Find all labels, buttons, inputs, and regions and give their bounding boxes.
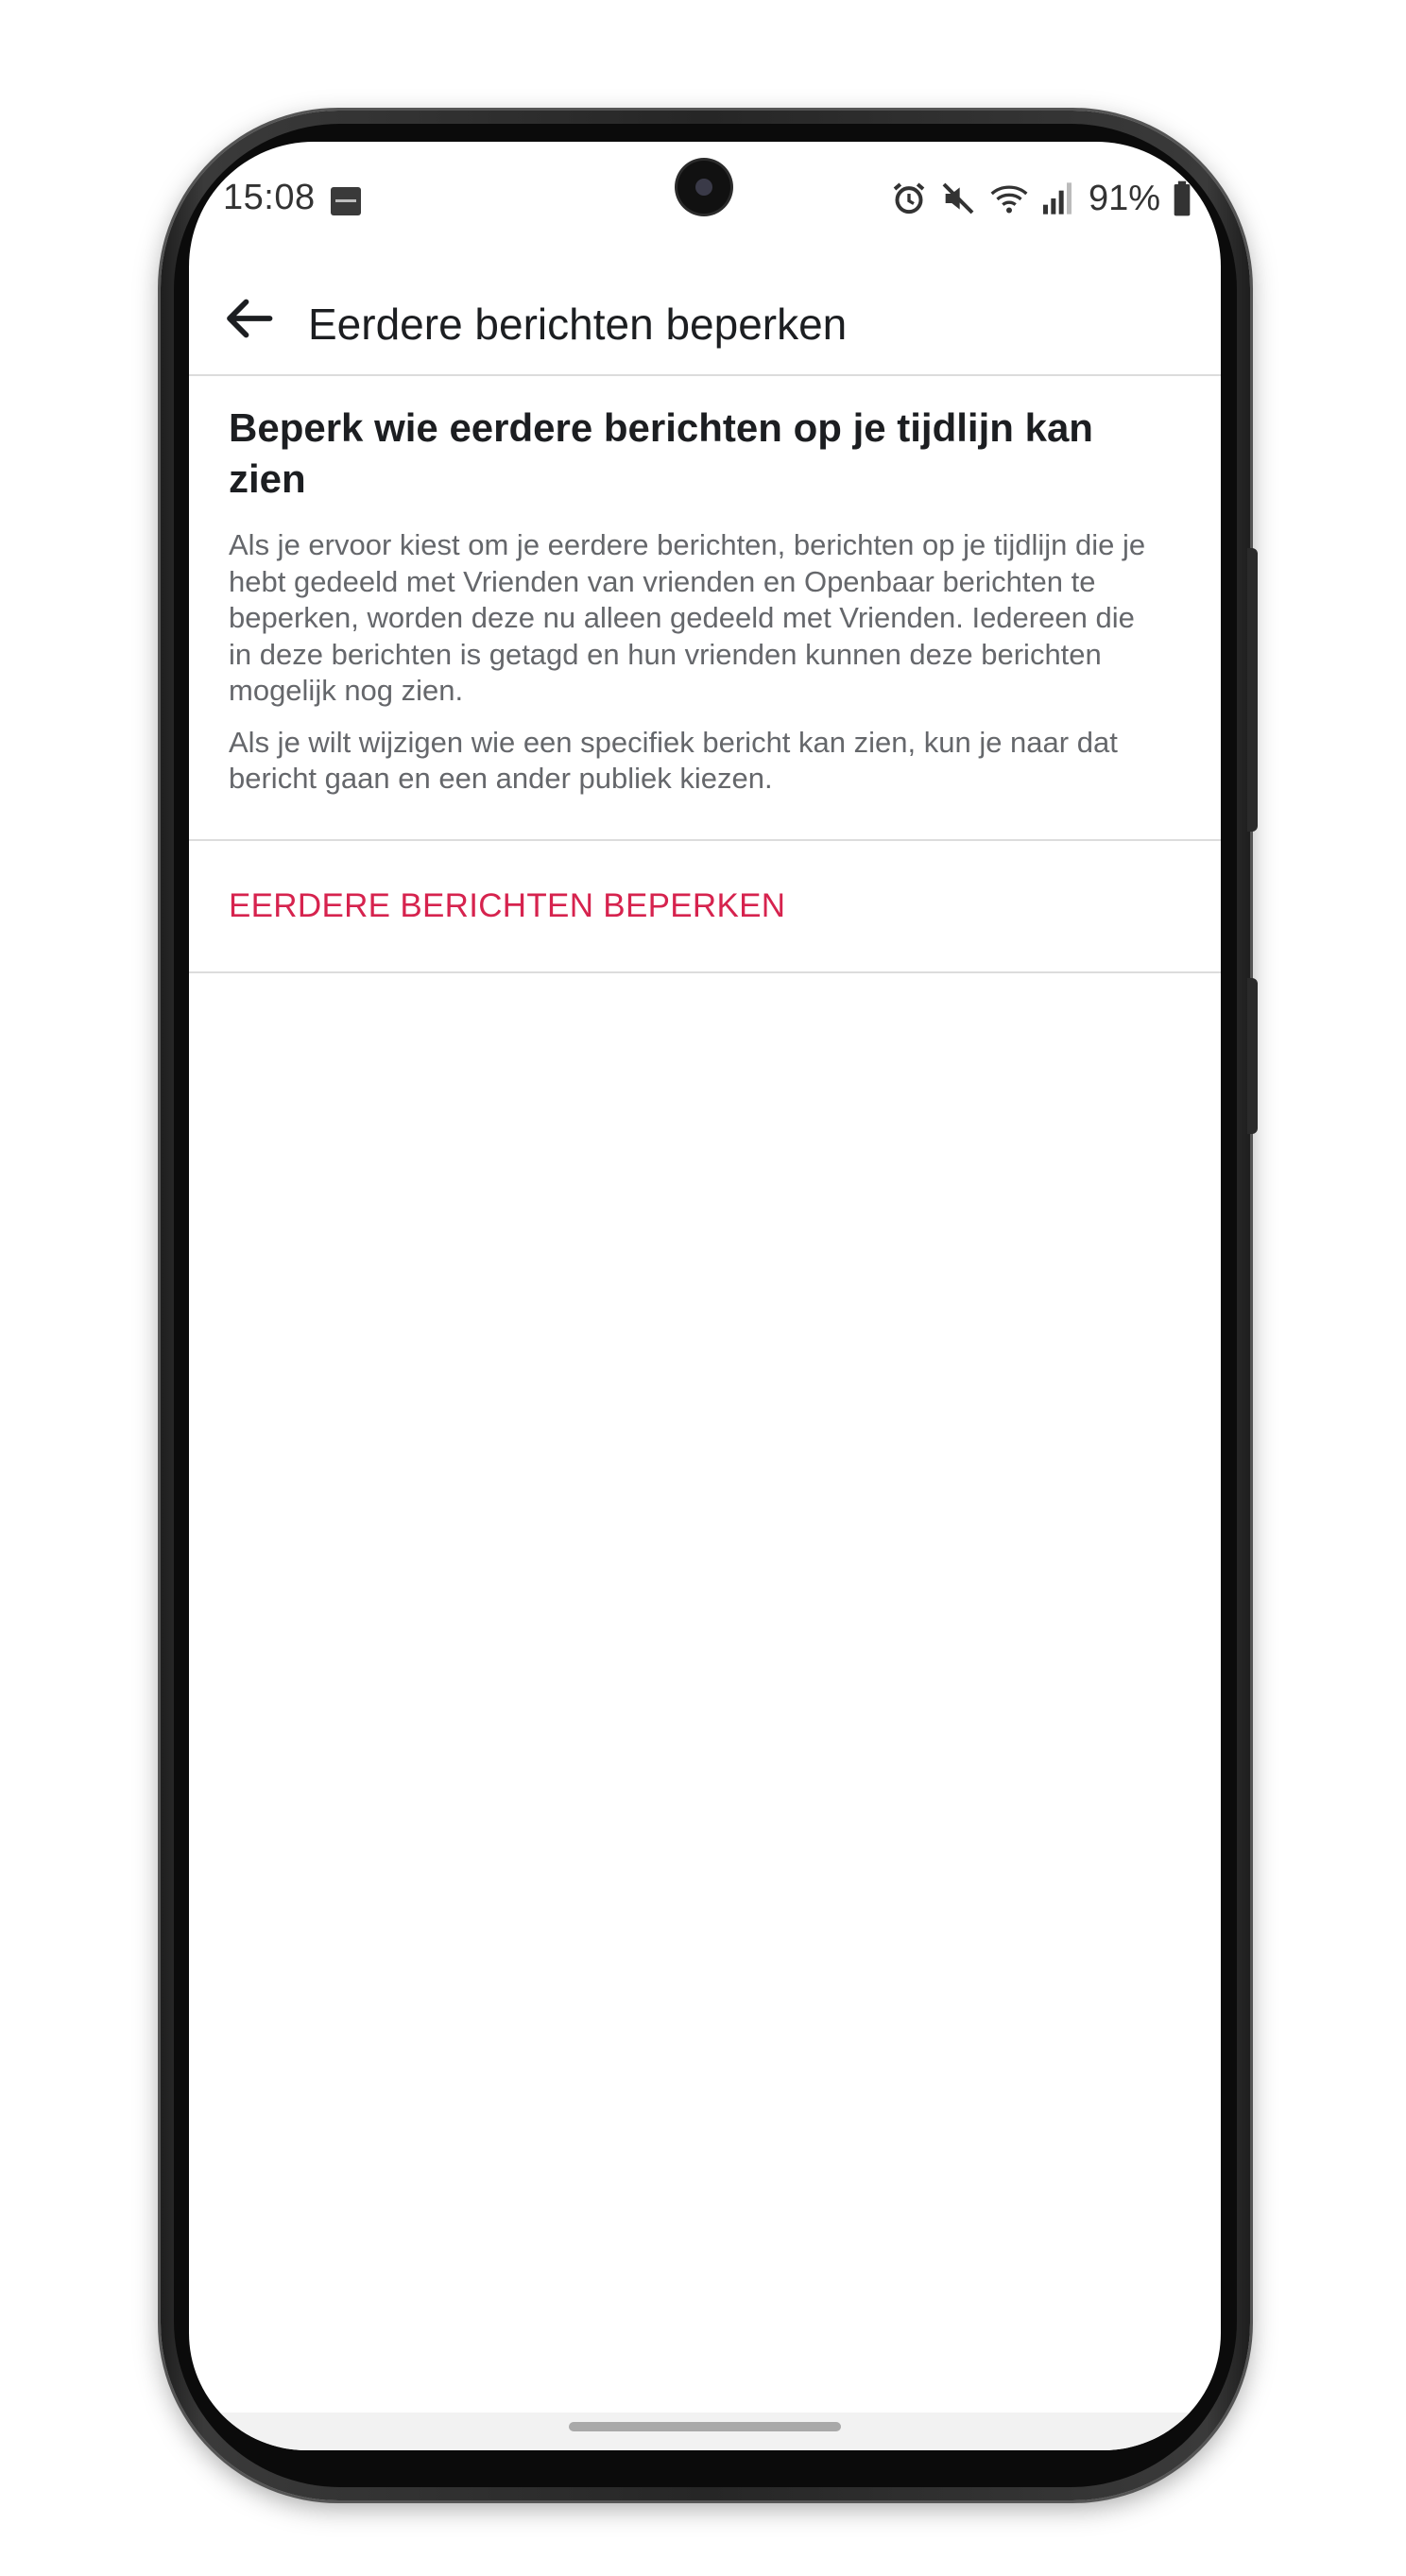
status-icons: [890, 176, 1192, 221]
back-button[interactable]: [215, 287, 282, 353]
status-time: 15:08: [223, 178, 316, 217]
arrow-left-icon: [220, 290, 277, 352]
signal-icon: [1041, 180, 1073, 217]
content: [189, 376, 1221, 973]
volume-key: [1247, 548, 1258, 832]
mute-icon: [939, 180, 977, 217]
page-title: Eerdere berichten beperken: [308, 300, 848, 349]
sonos-icon: [331, 187, 361, 215]
limit-past-posts-button[interactable]: [189, 841, 1221, 973]
info-section: [189, 376, 1221, 841]
wifi-icon: [988, 180, 1030, 217]
description-paragraph: Als je ervoor kiest om je eerdere berichten, berichten op je tijdlijn die je hebt gedeeld met Vrienden van vrienden en Openbaar berichten te beperken, worden deze nu alleen gedeeld met Vrienden. Iedereen die in deze berichten is getagd en hun vrienden kunnen deze berichten mogelijk nog zien.: [229, 528, 1146, 707]
alarm-icon: [890, 180, 928, 217]
description-paragraph: Als je wilt wijzigen wie een specifiek bericht kan zien, kun je naar dat bericht gaan en een ander publiek kiezen.: [229, 725, 1118, 795]
home-indicator[interactable]: [569, 2422, 841, 2431]
section-heading: Beperk wie eerdere berichten op je tijdlijn kan zien: [229, 405, 1093, 501]
battery-percent: 91%: [1088, 178, 1160, 218]
power-key: [1247, 978, 1258, 1134]
navigation-bar: [189, 2413, 1221, 2450]
battery-icon: [1172, 180, 1192, 217]
limit-past-posts-label: EERDERE BERICHTEN BEPERKEN: [229, 886, 786, 924]
screen: [189, 142, 1221, 2450]
front-camera: [677, 161, 730, 214]
app-bar: [189, 265, 1221, 376]
